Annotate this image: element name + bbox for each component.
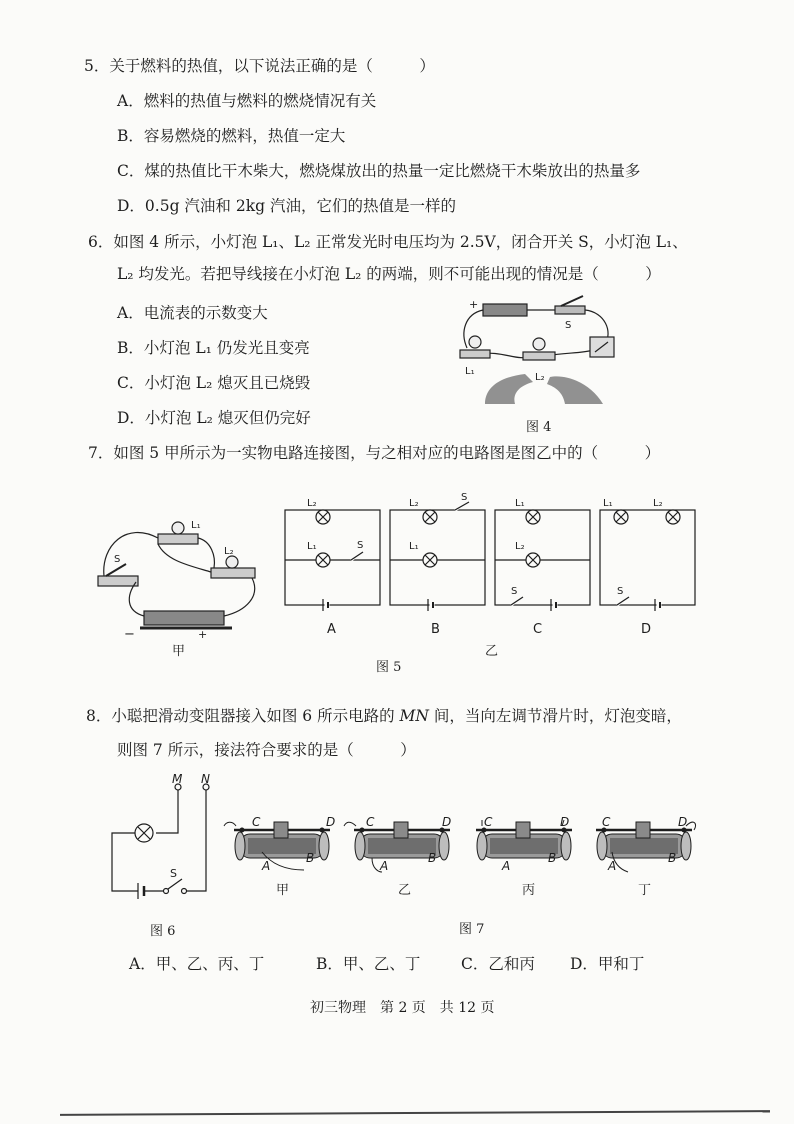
- figure-5-jia: [96, 516, 261, 641]
- fig4-battery: [483, 304, 527, 316]
- figure-5-yi: [283, 490, 703, 645]
- circuit-b-top-lamp-label: L₂: [409, 498, 419, 509]
- circuit-d-top-lamp-label: L₁: [603, 498, 613, 509]
- q8-choice-d: D．甲和丁: [570, 955, 645, 973]
- rheo-yi-c: C: [366, 815, 375, 829]
- rheo-ding-name: 丁: [638, 883, 652, 898]
- jia-l2-label: L₂: [224, 546, 234, 557]
- figure-4: [455, 292, 625, 412]
- q8-stem-line2: 则图 7 所示，接法符合要求的是（ ）: [117, 741, 416, 759]
- circuit-b-letter: B: [431, 622, 440, 637]
- jia-lamp-l2-base: [211, 568, 255, 578]
- fig4-right-hand: [547, 376, 603, 404]
- circuit-b-mid-lamp-label: L₁: [409, 541, 419, 552]
- jia-minus-label: −: [124, 627, 135, 642]
- rheo-yi-name: 乙: [398, 883, 412, 898]
- fig4-lamp-l2-base: [523, 352, 555, 360]
- fig4-switch-label: S: [565, 320, 572, 331]
- rheo-jia-name: 甲: [276, 883, 290, 898]
- jia-l1-label: L₁: [191, 520, 201, 531]
- circuit-a-top-lamp-label: L₂: [307, 498, 317, 509]
- figure-4-caption: 图 4: [526, 420, 552, 435]
- q6-option-b: B．小灯泡 L₁ 仍发光且变亮: [117, 339, 310, 357]
- circuit-c-letter: C: [533, 622, 543, 637]
- figure-5-caption: 图 5: [376, 660, 402, 675]
- fig4-switch: [555, 306, 585, 314]
- q8-stem-line1: [86, 706, 682, 726]
- circuit-c: [495, 510, 590, 612]
- q5-option-a: A．燃料的热值与燃料的燃烧情况有关: [117, 92, 377, 110]
- circuit-c-switch-label: S: [511, 586, 518, 597]
- figure-7-caption: 图 7: [459, 922, 485, 937]
- jia-bulb-l1: [172, 522, 184, 534]
- jia-lamp-l1-base: [158, 534, 198, 544]
- figure-6-caption: 图 6: [150, 924, 176, 939]
- q5-option-d: D．0.5g 汽油和 2kg 汽油，它们的热值是一样的: [117, 197, 456, 215]
- figure-5-jia-label: 甲: [172, 644, 186, 659]
- fig4-bulb-l2: [533, 338, 545, 350]
- fig6-n-label: N: [201, 772, 210, 786]
- q6-stem-line2: L₂ 均发光。若把导线接在小灯泡 L₂ 的两端，则不可能出现的情况是（ ）: [117, 265, 661, 283]
- jia-bulb-l2: [226, 556, 238, 568]
- q8-stem-mn: MN: [399, 707, 429, 725]
- figure-7: [232, 810, 702, 900]
- jia-plus-label: +: [198, 628, 208, 641]
- q7-stem: 7．如图 5 甲所示为一实物电路连接图，与之相对应的电路图是图乙中的（ ）: [88, 444, 661, 462]
- figure-6: [108, 772, 218, 905]
- circuit-a: [285, 510, 380, 612]
- page-bottom-edge: [60, 1110, 770, 1116]
- fig4-l2-label: L₂: [535, 372, 545, 383]
- fig6-m-label: M: [172, 772, 183, 786]
- jia-switch: [98, 576, 138, 586]
- circuit-a-switch-label: S: [357, 540, 364, 551]
- q5-stem: 5．关于燃料的热值，以下说法正确的是（ ）: [84, 57, 435, 75]
- rheo-yi-b: B: [428, 851, 437, 865]
- rheo-bing-b: B: [548, 851, 557, 865]
- circuit-a-letter: A: [327, 622, 336, 637]
- q8-choice-c: C．乙和丙: [461, 955, 535, 973]
- fig4-left-hand: [485, 374, 533, 404]
- q8-stem-suffix: 间，当向左调节滑片时，灯泡变暗，: [428, 707, 682, 725]
- circuit-b: [390, 502, 485, 612]
- q8-stem-prefix: 8．小聪把滑动变阻器接入如图 6 所示电路的: [86, 707, 400, 725]
- q8-choice-a: A．甲、乙、丙、丁: [129, 955, 265, 973]
- rheo-yi-a: A: [380, 859, 389, 873]
- circuit-d-mid-lamp-label: L₂: [653, 498, 663, 509]
- circuit-c-top-lamp-label: L₁: [515, 498, 525, 509]
- rheo-jia-d: D: [326, 815, 336, 829]
- page-footer: 初三物理 第 2 页 共 12 页: [310, 1000, 495, 1016]
- rheo-bing-c: C: [484, 815, 493, 829]
- jia-switch-label: S: [114, 554, 121, 565]
- fig4-lamp-l1-base: [460, 350, 490, 358]
- jia-battery: [144, 611, 224, 625]
- q6-option-d: D．小灯泡 L₂ 熄灭但仍完好: [117, 409, 311, 427]
- figure-5-yi-label: 乙: [485, 644, 499, 659]
- circuit-b-switch-label: S: [461, 492, 468, 503]
- circuit-a-mid-lamp-label: L₁: [307, 541, 317, 552]
- q6-stem-line1: 6．如图 4 所示，小灯泡 L₁、L₂ 正常发光时电压均为 2.5V，闭合开关 S，小灯泡 L₁、: [88, 233, 688, 251]
- rheo-jia-c: C: [252, 815, 261, 829]
- rheo-ding-b: B: [668, 851, 677, 865]
- rheo-bing-d: D: [560, 815, 570, 829]
- rheo-bing-a: A: [502, 859, 511, 873]
- rheo-jia-b: B: [306, 851, 315, 865]
- q8-choice-b: B．甲、乙、丁: [316, 955, 421, 973]
- circuit-d-letter: D: [641, 622, 652, 637]
- fig6-switch-label: S: [170, 867, 177, 880]
- circuit-d: [600, 510, 695, 612]
- rheo-ding-d: D: [678, 815, 688, 829]
- rheo-yi-d: D: [442, 815, 452, 829]
- rheo-ding-c: C: [602, 815, 611, 829]
- circuit-c-mid-lamp-label: L₂: [515, 541, 525, 552]
- rheo-jia-a: A: [262, 859, 271, 873]
- rheo-ding-a: A: [608, 859, 617, 873]
- q5-option-c: C．煤的热值比干木柴大，燃烧煤放出的热量一定比燃烧干木柴放出的热量多: [117, 162, 641, 180]
- circuit-d-switch-label: S: [617, 586, 624, 597]
- fig4-l1-label: L₁: [465, 366, 475, 377]
- rheo-bing-name: 丙: [522, 883, 536, 898]
- q5-option-b: B．容易燃烧的燃料，热值一定大: [117, 127, 346, 145]
- q6-option-a: A．电流表的示数变大: [117, 304, 268, 322]
- q6-option-c: C．小灯泡 L₂ 熄灭且已烧毁: [117, 374, 311, 392]
- fig4-plus-label: +: [469, 298, 479, 311]
- fig4-bulb-l1: [469, 336, 481, 348]
